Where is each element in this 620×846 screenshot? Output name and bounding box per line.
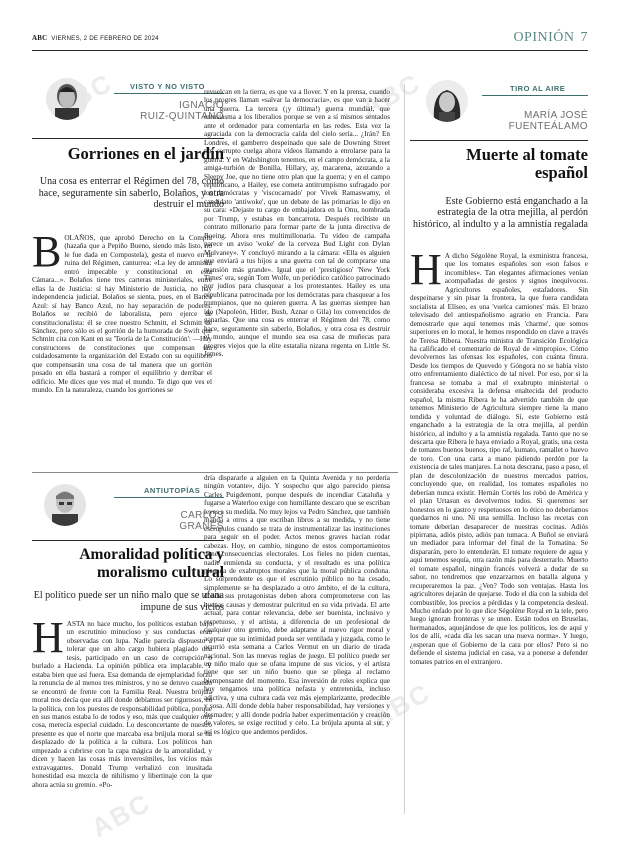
header-rule: [32, 50, 588, 51]
section-tag: VISTO Y NO VISTO: [130, 82, 205, 91]
section-name: OPINIÓN: [513, 30, 575, 45]
body-column-2: [204, 88, 390, 470]
article-gorriones: [32, 52, 398, 470]
drop-cap: H: [410, 252, 442, 294]
body-text: revuelcan en la tierra, es que va a llover. Y en la prensa, cuando los progres llaman «salvar la democracia», es que van a hacer una guerra. La tercera (¡y última!) guerra mundial, que entusiasma a los liberalios porque se ven a sí mismos sentados ante el ordenador para comentarla en las redes. Esta vez la agraciada con la democracia caída del cielo sería... ¿Irán? En Londres, el gamberro despeinado que sale de Downing Street por corrupto cuelga ahora vídeos llamando a enrolarse para la guerra. Y en Wahshington tenemos, en el campo demócrata, a la amiga-turbión de Bonilla, Hillary, ay, macarena, azuzando a Sleepy Joe, que no tiene otro plan que la guerra; y en el campo republicano, a Hailey, ese cometa antitrumpismo sufragado por los demócratas y 'viscocarnado' por Vivek Ramaswamy, el candidato 'antiwoke', que un debate de las primarias le dijo en su cara: «Dejaste tu cargo de embajadora en la Onu, nombrada por Trump, y estabas en bancarrota. Después recibiste un contrato millonario para formar parte de la junta directiva de Boeing. Ahora eres multimillonaria. Tu vídeo de campaña parece un aviso 'woke' de la cerveza Bud Light con Dylan Mulvaney». Y concluyó mirando a la cámara: «Ella es alguien que enviará a tus hijos a una guerra con tal de comprarse una mansión más grande». Igual que el 'prestigioso' 'New York Times' era, según Tom Wolfe, un periódico católico patrocinado por judíos para chasquear a los protestantes. Hailey es una republicana patrocinada por los demócratas para chasquear a los trumpianos, que no quieren guerra. A las guerras siempre han ido (Napoleón, Hitler, Bush, Aznar o Gila) los convencidos de ganarlas. Que una cosa es enterrar el Régimen del 78, como hace, seguramente sin saberlo, Bolaños, y otra cosa es destruir el mundo, aunque el mundo sea esa casa de muñecas para progres viejos que la elite estatalia nizana regenta en Little St. James.: [204, 88, 390, 359]
deck: El político puede ser un niño malo que se ufana impune de sus vicios: [33, 590, 224, 613]
article-tomate: [410, 52, 588, 842]
author-last-name: RUIZ-QUINTANO: [140, 111, 224, 122]
drop-cap: B: [32, 234, 62, 276]
issue-date: VIERNES, 2 DE FEBRERO DE 2024: [51, 35, 159, 42]
author-first-name: CARLOS: [180, 510, 224, 521]
brand-name: ABC: [32, 34, 48, 42]
body-column-2: [204, 474, 390, 842]
body-text: OLAÑOS, que aprobó Derecho en la Complu (hazaña que a Pepiño Bueno, siendo más listo, no le fue dada en Compostela), gesta el nuevo en la ruina del Régimen, canturrea: «La ley de amnistía entró impecable y constitucional en esta Cámara...». Bolaños tiene tres carteras ministeriales, entre ellas la de Justicia: sí hay Ministerio de Justicia, no hay independencia judicial. Bolaños se sienta, pues, en el Banco Azul: sí hay Banco Azul, no hay separación de poderes. Bolaños se recibió de laboralista, pero ejerce de constitucionalista: él se cree nuestro Schmitt, el Schmitt de Sánchez, pero sólo es el gorrión de la humorada de Swift que Schmitt cita con Kant en su 'Teoría de la Constitución': —Hay constructores de constituciones que compensan tan cuidadosamente la organización del Estado con su equilibrio que compensarán una cosa de tal manera que un gorrión posado en ella bastará a romper el equilibrio y derribar el edificio. Me dices que ves mal el mundo. Te digo que ves el mundo. En la naturaleza, cuando los gorriones se: [32, 234, 212, 395]
headline: Gorriones en el jardín: [67, 144, 224, 163]
drop-cap: H: [32, 620, 64, 662]
headline-top-rule: [410, 140, 588, 141]
column-divider: [404, 84, 405, 814]
tag-rule: [482, 95, 588, 96]
author-portrait: [44, 484, 86, 526]
header-right: [513, 30, 588, 46]
section-tag: ANTIUTOPÍAS: [144, 486, 201, 495]
body-text: A dicho Ségolène Royal, la exministra francesa, que los tomates españoles son «son falsos e incomibles». Tan elegantes afirmaciones venían acompañadas de gestos y signos inequívocos. Agricultores españoles, estafadores. Sin despeinarse y sin pisar la frontera, la que fuera candidata socialista al Elíseo, es una 'vuelca camiones' más. El brazo televisado del antiespañolismo agrario en Francia. Para demostrarle que aquí tenemos más 'charme', que somos superiores en lo moral, le hemos respondido en clave a través de Teresa Ribera. Nuestra ministra de Transición Ecológica ha calificado el comentario de Royal de «impropio». Cómo devolvernos las ofensas los españoles, con cuánta finura. Desde los tiempos de Quevedo y Góngora no se había visto otro enfrentamiento dialéctico de tal nivel. Por eso, por si la francesa se tomaba a mal el exabrupto ministerial o consideraba excesiva la defensa enaltecida del producto español, la misma Ribera le ha advertido también de que tenemos Ministerio de Agricultura siempre tiene la mano tendida y voluntad de diálogo. Sí, este Gobierno está enganchado a la estrategia de la otra mejilla, al perdón histórico, al indulto y a la amnistía regalada. Tanto que no se descarta que Ribera le haya enviado a Royal, gratis, una cesta de tomates buenos buenos, tipo raf, kumato, ramallet o huevo de toro. Con una carta a mano pidiendo perdón por la existencia de tales manjares. La nota descrana, paso a paso, el plan de descolonización de nuestros mercados patrios, concluyendo que, en realidad, los tomates españoles no deberían nunca existir. Hernán Cortés los robó de América y el plan Urtasun es devolvernos todos. Si queremos ser honestos en lo gastro y respetuosos en lo ético no deberíamos quedarnos ni uno. Ni una semilla. Incluso las recetas con tomate deberían desaparecer de nuestras cocinas. Adiós pipirrana, adiós pisto, adiós pan tumaca. A Buñol se enviará un mediador para informar del final de la Tomatina. Se dispararán, pero lo entenderán. El tomate requiere de agua y aquí tenemos sequía, otra razón más para desterrarlo. Muerto el tomate español, ningún francés volverá a dudar de su sabor, no tendremos que enzarzarnos en batalla alguna y recuperaremos la paz. ¿Ven? Todo son ventajas. Hasta los agricultores dejarán de quejarse. Todo el día con la subida del combustible, los precios a pérdidas y la competencia desleal. Mucho enfado por lo que dice Ségolène Royal en la tele, pero luego ignoran fronteras y se unen. Están todos en Bruselas, hermanados, aquejándose de que los políticos, los de aquí y los de allí, «cada día les sacan una nueva norma». Y luego, ¿esperan que el Gobierno de la cara por ellos? Pero si no defiende el sistema judicial en casa, va a ponerse a defender tomates patrios en el extranjero.: [410, 252, 588, 666]
watermark: ABC: [86, 787, 156, 843]
author-name: [470, 110, 588, 132]
page-number: 7: [580, 30, 588, 45]
watermark: ABC: [366, 677, 436, 733]
body-column-1: [32, 620, 212, 842]
portrait-illustration: [44, 484, 86, 526]
body-column: [410, 252, 588, 838]
author-first-name: IGNACIO: [178, 100, 224, 111]
header-left: [32, 34, 159, 42]
deck: Una cosa es enterrar el Régimen del 78, como hace, seguramente sin saberlo, Bolaños, y otra destruir el mundo: [38, 176, 224, 210]
deck: Este Gobierno está enganchado a la estrategia de la otra mejilla, al perdón histórico, al indulto y a la amnistía regalada: [413, 196, 588, 230]
author-portrait: [426, 80, 468, 122]
portrait-illustration: [426, 80, 468, 122]
body-column-1: [32, 234, 212, 470]
author-last-name: GRANÉS: [179, 521, 224, 532]
author-first-name: MARÍA JOSÉ: [523, 110, 588, 121]
section-tag: TIRO AL AIRE: [510, 84, 566, 93]
article-amoralidad: [32, 474, 398, 844]
watermark: ABC: [356, 67, 426, 123]
headline: Muerte al tomate español: [466, 145, 588, 182]
body-text: ASTA no hace mucho, los políticos estaban bajo un escrutinio minucioso y sus conductas eran observadas con lupa. Nadie parecía dispuesto a tolerar que un alto cargo hubiera plagiado una tesis, participado en un caso de corrupción o burlado a Hacienda. La opinión pública era implacable. Y estaba bien que así fuera. Esa demanda de ejemplaridad forzó la renuncia de al menos tres ministros, y no se detuvo cuando se encontró de frente con la Familia Real. Nuestra brújula moral nos decía que era allí donde debíamos ser rigurosos, en la política, con los puestos de responsabilidad pública, porque en sus manos estaba lo de todos y eso, más que cualquier otra cosa, merecía especial cuidado. Lo desconcertante de nuestro presente es que el norte que marcaba esa brújula moral se ha desplazado de la política a la cultura. Los políticos han empezado a cubrirse con la capa mágica de la amoralidad, y dicen y hacen las cosas más inverosímiles, los vicios más extravagantes. Donald Trump verbalizó con inusitada honestidad esa mezcla de nihilismo y libertinaje con la que ahora actúa su gremio. «Po-: [32, 620, 212, 789]
headline-top-rule: [32, 138, 224, 139]
page-header: [32, 30, 588, 46]
headline-top-rule: [32, 540, 224, 541]
article-separator: [32, 472, 398, 473]
headline: Amoralidad política y moralismo cultural: [79, 546, 224, 581]
author-last-name: FUENTEÁLAMO: [508, 121, 588, 132]
author-portrait: [46, 78, 88, 120]
portrait-illustration: [46, 78, 88, 120]
body-text: dría dispararle a alguien en la Quinta Avenida y no perdería ningún votante», dijo. Y sospecho que algo parecido piensa Carles Puigdemont, porque después de incendiar Cataluña y fugarse a Waterloo exige con humillante descaro que se escriban leyes a su medida. No muy lejos va Pedro Sánchez, que también manda a otros a que escriban libros a su medida, y no tiene escrúpulos cuando se trata de instrumentalizar las instituciones para seguir en el poder. Actos menos graves hacían rodar cabezas. Hoy, en cambio, ninguno de estos comportamientos tiene consecuencias electorales. Los fieles no piden cuentas, nadie enmienda su conducta, y el resultado es una política plagada de exabruptos morales que la moral pública condona. Lo sorprendente es que el escrutinio público no ha cesado, simplemente se ha desplazado a otro ámbito, el de la cultura, donde sus protagonistas deben ahora comprometerse con las buenas causas y demostrar pulcritud en su vida privada. El arte actual, para contar relevancia, debe ser buenista, inclusivo y respetuoso, y el artista, a diferencia de un profesional de cualquier otro gremio, debe adaptarse al nuevo rigor moral y aceptar que su intimidad pueda ser ventilada y juzgada, como le ocurrió esta semana a Carlos Vermut en un diario de tirada nacional. Son las nuevas reglas de juego. El político puede ser un niño malo que se ufana impune de sus vicios, y el artista tiene que ser un niño bueno que se pliega al reclamo biempensante del momento. Esa inversión de roles explica que hoy tengamos una política nefasta y entretenida, incluso adictiva, y una cultura cada vez más ejemplarizante, predecible y sosa. Allí donde debía haber responsabilidad, hay versiones y desmadre; y allí donde podría haber experimentación y creación de valores, se exige rectitud y celo. La brújula apunta al sur, y así es lógico que andemos perdidos.: [204, 474, 390, 736]
